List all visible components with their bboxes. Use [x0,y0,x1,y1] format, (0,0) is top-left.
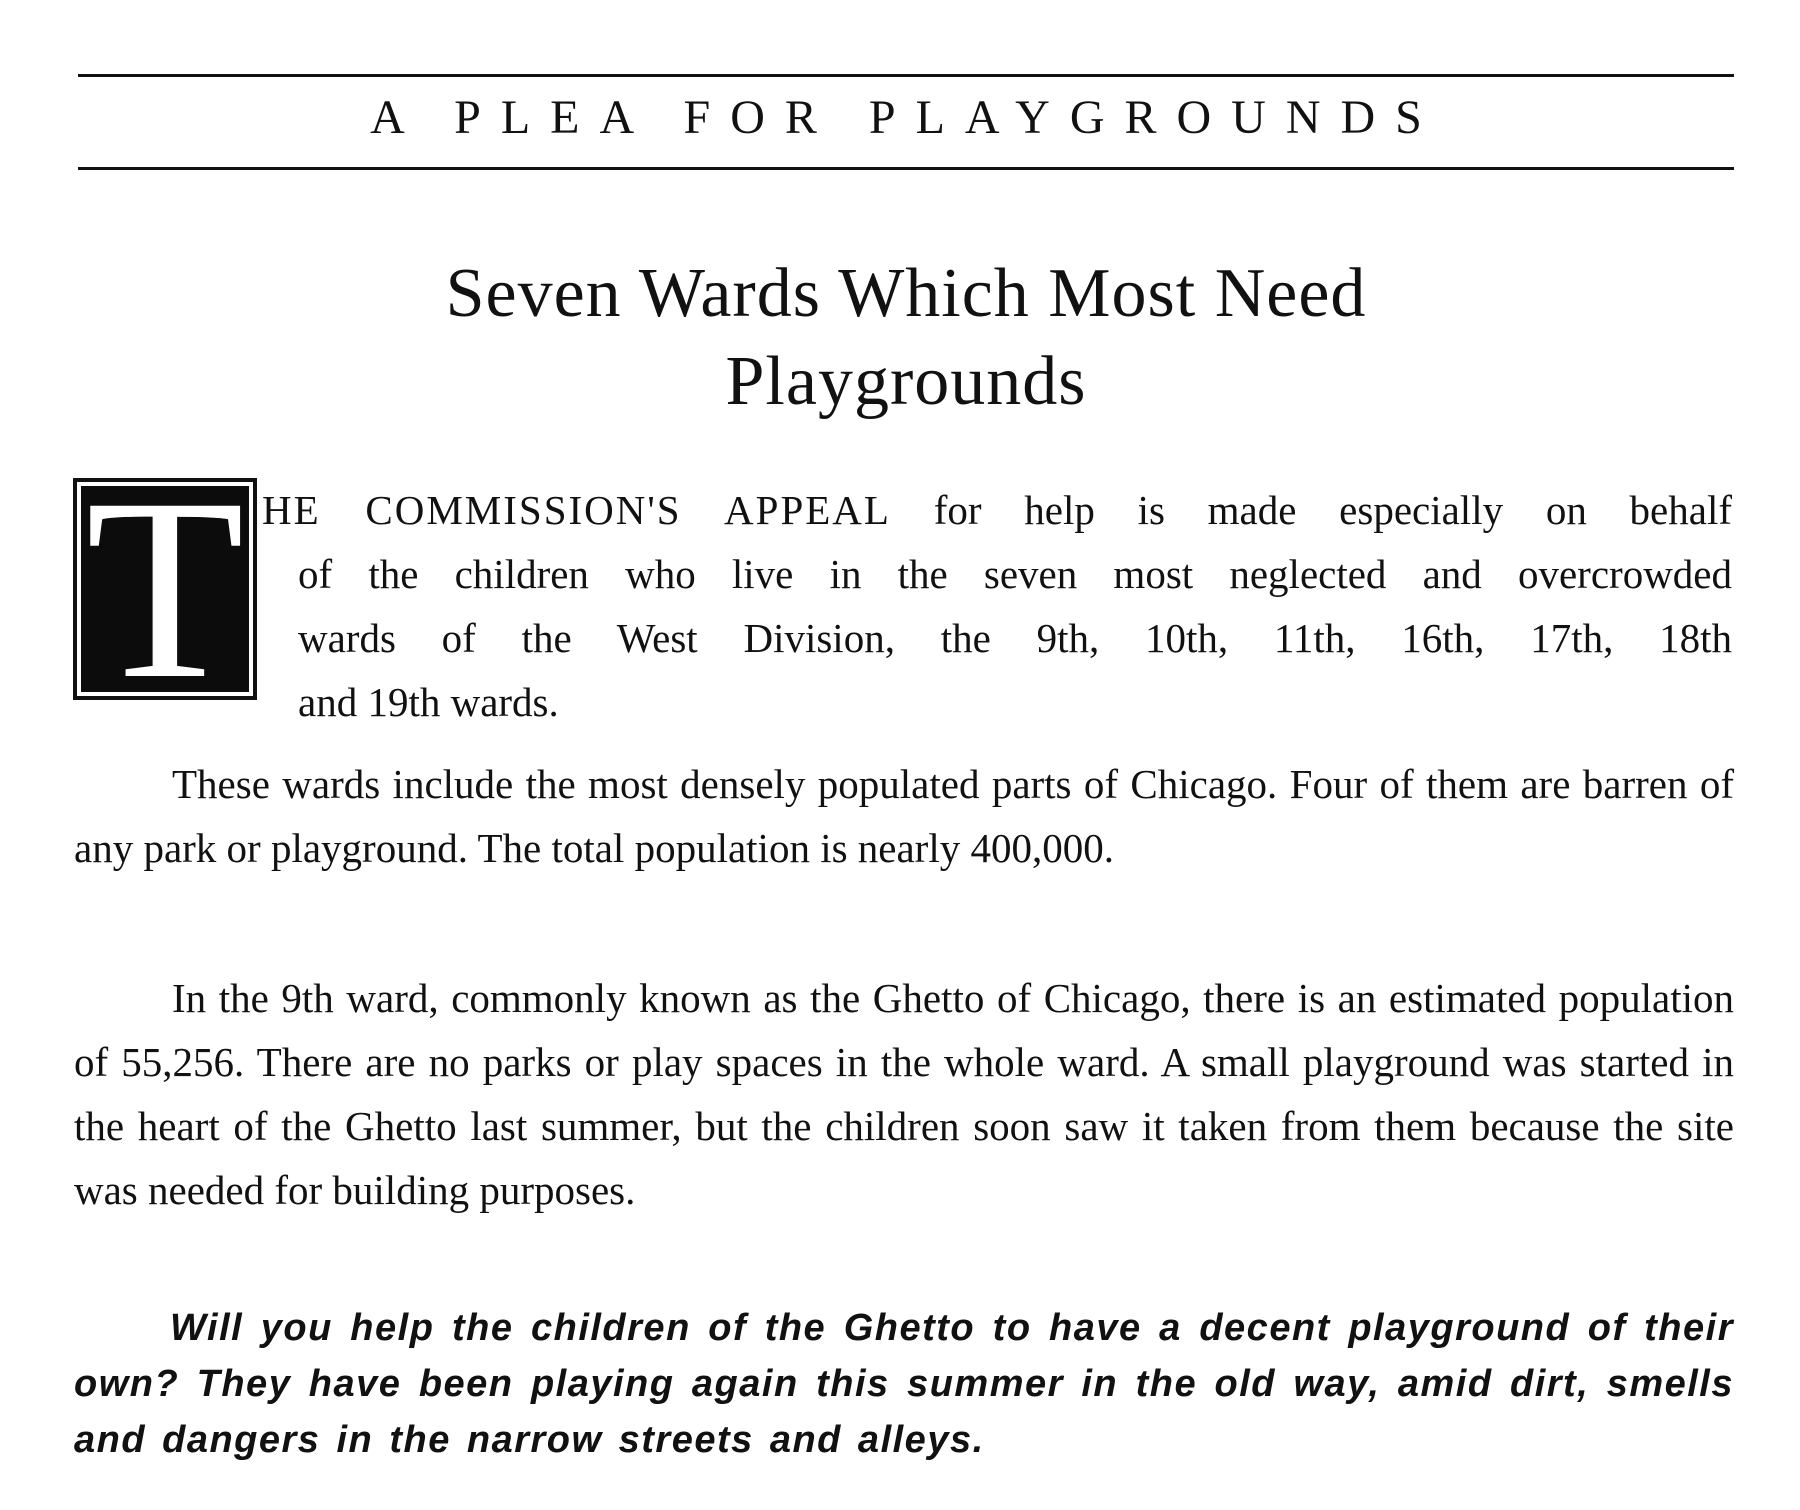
paragraph-1-line-2: of the children who live in the seven most neglected and overcrowded [298,551,1732,597]
page-title [78,250,1734,426]
header-rule-bottom [78,167,1734,170]
paragraph-1-lead: HE COMMISSION'S APPEAL [262,487,891,533]
running-title: A PLEA FOR PLAYGROUNDS [370,91,1442,144]
page-title-line-1: Seven Wards Which Most Need [445,255,1367,332]
header-rule-top [78,74,1734,77]
paragraph-1-line-1 [262,478,1732,542]
paragraph-1 [262,478,1732,734]
paragraph-1-line-3: wards of the West Division, the 9th, 10th, 11th, 16th, 17th, 18th [298,615,1732,661]
page-title-line-2: Playgrounds [725,343,1087,420]
paragraph-3: In the 9th ward, commonly known as the Ghetto of Chicago, there is an estimated population of 55,256. There are no parks or play spaces in the whole ward. A small playground was started in the heart of the Ghetto last summer, but the children soon saw it taken from them because the site was needed for building purposes. [74,975,1734,1213]
paragraph-2: These wards include the most densely populated parts of Chicago. Four of them are barren of any park or playground. The total population is nearly 400,000. [74,761,1734,871]
paragraph-1-line-4: and 19th wards. [298,679,559,725]
paragraph-1-line-1-rest: for help is made especially on behalf [933,487,1732,533]
drop-cap [73,478,257,700]
drop-cap-letter: T [81,486,249,692]
appeal-paragraph: Will you help the children of the Ghetto to have a decent playground of their own? They have been playing again this summer in the old way, amid dirt, smells and dangers in the narrow streets and alleys. [74,1307,1734,1461]
